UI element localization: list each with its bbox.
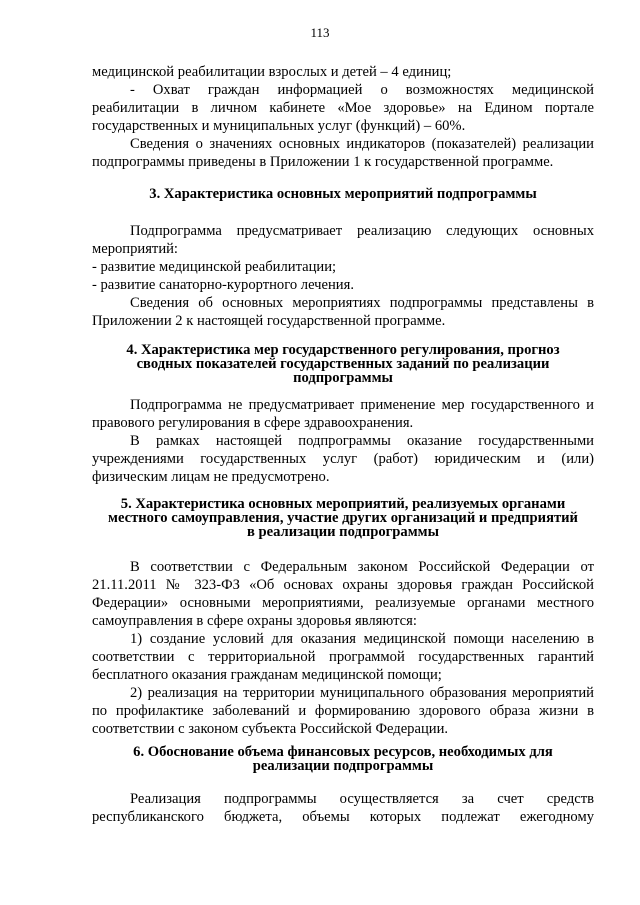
section-5-heading: [92, 497, 594, 539]
heading-line: 4. Характеристика мер государственного регулирования, прогноз: [126, 342, 560, 358]
paragraph: Подпрограмма не предусматривает применение мер государственного и правового регулирования в сфере здравоохранения.: [92, 397, 594, 431]
heading-line: 6. Обоснование объема финансовых ресурсов, необходимых для: [133, 744, 553, 760]
list-item: - Охват граждан информацией о возможностях медицинской реабилитации в личном кабинете «Мое здоровье» на Едином портале государственных и муниципальных услуг (функций) – 60%.: [92, 82, 594, 134]
heading-line: в реализации подпрограммы: [247, 524, 439, 540]
heading-line: реализации подпрограммы: [252, 758, 434, 774]
paragraph: Сведения о значениях основных индикаторов (показателей) реализации подпрограммы приведены в Приложении 1 к государственной программе.: [92, 136, 594, 170]
page-number: 113: [310, 25, 330, 40]
heading-line: местного самоуправления, участие других организаций и предприятий: [108, 510, 578, 526]
section-3-body: [92, 222, 594, 330]
heading-line: подпрограммы: [293, 370, 393, 386]
paragraph: Сведения об основных мероприятиях подпрограммы представлены в Приложении 2 к настоящей государственной программе.: [92, 295, 594, 329]
section-4-heading: [92, 343, 594, 385]
paragraph: медицинской реабилитации взрослых и детей – 4 единиц;: [92, 64, 452, 80]
paragraph: Реализация подпрограммы осуществляется за счет средств республиканского бюджета, объемы которых подлежат ежегодному: [92, 791, 594, 825]
section-6-body: [92, 790, 594, 826]
intro-section: [92, 63, 594, 171]
section-4-body: [92, 396, 594, 486]
list-item: - развитие санаторно-курортного лечения.: [92, 277, 354, 293]
list-item: 1) создание условий для оказания медицинской помощи населению в соответствии с территориальной программой государственных гарантий бесплатного оказания гражданам медицинской помощи;: [92, 631, 594, 683]
paragraph: В рамках настоящей подпрограммы оказание государственными учреждениями государственных услуг (работ) юридическим и (или) физическим лицам не предусмотрено.: [92, 433, 594, 485]
paragraph: Подпрограмма предусматривает реализацию следующих основных мероприятий:: [92, 223, 594, 257]
section-6-heading: [92, 745, 594, 773]
paragraph: В соответствии с Федеральным законом Российской Федерации от 21.11.2011 № 323-ФЗ «Об основах охраны здоровья граждан Российской Федерации» основными мероприятиями, реализуемые органами местного самоуправления в сфере охраны здоровья являются:: [92, 559, 594, 629]
section-3-heading: 3. Характеристика основных мероприятий подпрограммы: [149, 186, 537, 202]
list-item: - развитие медицинской реабилитации;: [92, 259, 337, 275]
heading-line: сводных показателей государственных заданий по реализации: [136, 356, 550, 372]
section-5-body: [92, 558, 594, 738]
list-item: 2) реализация на территории муниципального образования мероприятий по профилактике заболеваний и формированию здорового образа жизни в соответствии с законом субъекта Российской Федерации.: [92, 685, 594, 737]
heading-line: 5. Характеристика основных мероприятий, реализуемых органами: [120, 496, 566, 512]
